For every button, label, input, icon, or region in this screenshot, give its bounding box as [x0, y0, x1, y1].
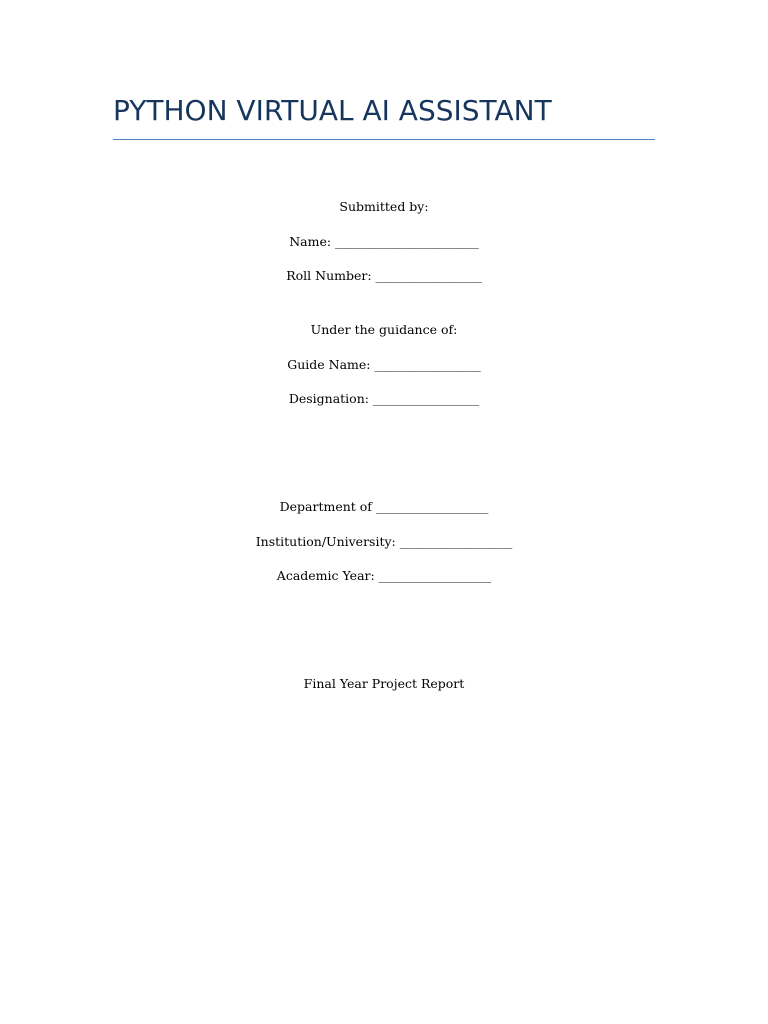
submitted-by-label: Submitted by: — [339, 199, 429, 214]
roll-number-field: Roll Number: _________________ — [286, 268, 482, 283]
report-type-label: Final Year Project Report — [303, 676, 465, 691]
document-title: PYTHON VIRTUAL AI ASSISTANT — [113, 94, 552, 127]
name-field: Name: _______________________ — [289, 234, 479, 249]
academic-year-field: Academic Year: __________________ — [276, 568, 492, 583]
title-underline — [113, 139, 655, 140]
institution-field: Institution/University: __________________ — [255, 534, 513, 549]
department-field: Department of __________________ — [279, 499, 489, 514]
designation-field: Designation: _________________ — [288, 391, 480, 406]
guide-name-field: Guide Name: _________________ — [287, 357, 481, 372]
guidance-heading: Under the guidance of: — [310, 322, 458, 337]
